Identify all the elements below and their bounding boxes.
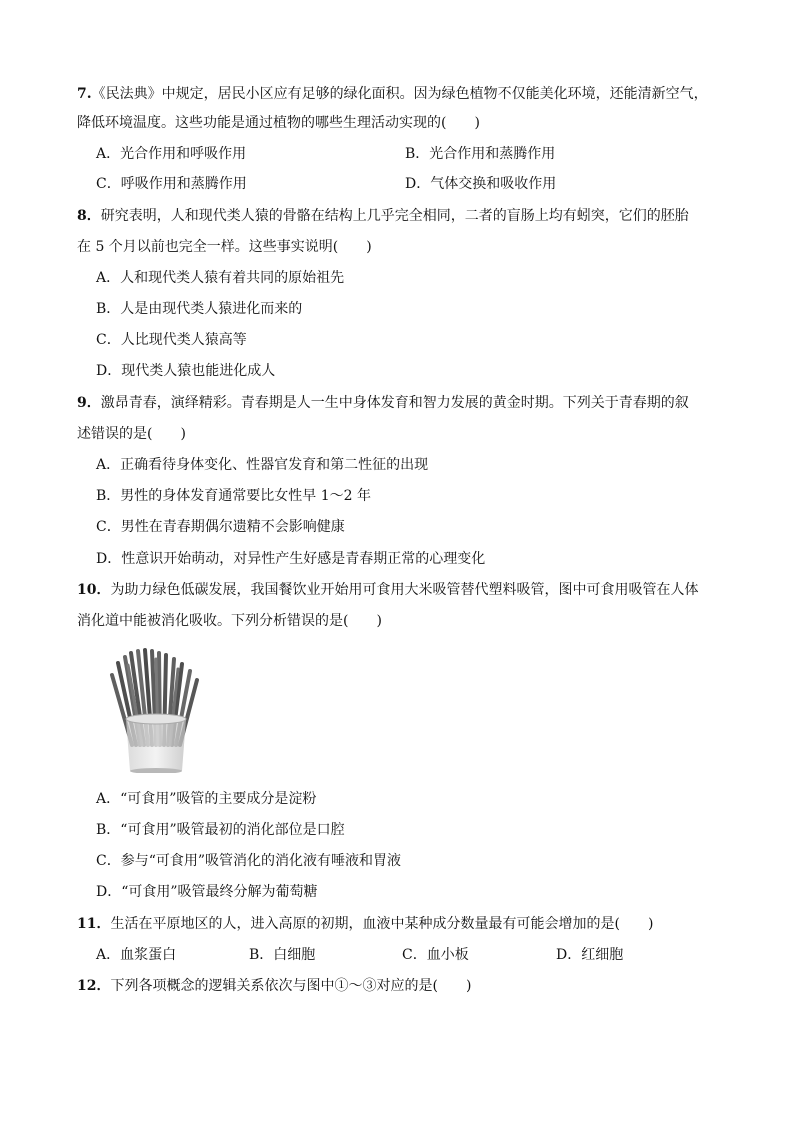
option-c: C．人比现代类人猿高等 [96,332,247,348]
option-c: C．参与“可食用”吸管消化的消化液有唾液和胃液 [96,853,402,869]
option-a: A．光合作用和呼吸作用 [96,146,247,162]
option-d: D．“可食用”吸管最终分解为葡萄糖 [96,884,318,900]
question-7-line-2: 降低环境温度。这些功能是通过植物的哪些生理活动实现的( ) [77,115,480,131]
option-a: A．血浆蛋白 [96,947,177,963]
question-12-line-1 [77,976,471,996]
question-7-line-1 [77,84,708,104]
question-number: 7. [77,86,92,102]
question-number: 10． [77,582,111,598]
question-number: 8． [77,208,101,224]
edible-straws-image [98,645,210,773]
option-d: D．现代类人猿也能进化成人 [96,363,276,379]
question-text: 为助力绿色低碳发展，我国餐饮业开始用可食用大米吸管替代塑料吸管，图中可食用吸管在人体 [110,582,699,598]
option-b: B．白细胞 [249,947,316,963]
question-text: 下列各项概念的逻辑关系依次与图中①～③对应的是( ) [110,978,472,994]
option-b: B．“可食用”吸管最初的消化部位是口腔 [96,822,345,838]
option-c: C．血小板 [402,947,469,963]
question-9-line-1 [77,393,689,413]
option-c: C．呼吸作用和蒸腾作用 [96,176,247,192]
option-d: D．性意识开始萌动，对异性产生好感是青春期正常的心理变化 [96,551,486,567]
option-b: B．男性的身体发育通常要比女性早 1～2 年 [96,488,372,504]
option-d: D．气体交换和吸收作用 [405,176,557,192]
question-10-line-1 [77,580,698,600]
question-8-line-1 [77,206,689,226]
question-8-line-2: 在 5 个月以前也完全一样。这些事实说明( ) [77,239,372,255]
question-11-line-1 [77,914,653,934]
question-text: 《民法典》中规定，居民小区应有足够的绿化面积。因为绿色植物不仅能美化环境，还能清新空气， [91,86,708,102]
option-b: B．光合作用和蒸腾作用 [405,146,556,162]
question-number: 12． [77,978,111,994]
question-text: 激昂青春，演绎精彩。青春期是人一生中身体发育和智力发展的黄金时期。下列关于青春期的叙 [100,395,689,411]
option-a: A．正确看待身体变化、性器官发育和第二性征的出现 [96,457,429,473]
option-b: B．人是由现代类人猿进化而来的 [96,301,303,317]
question-9-line-2: 述错误的是( ) [77,426,186,442]
option-a: A．人和现代类人猿有着共同的原始祖先 [96,270,345,286]
question-10-line-2: 消化道中能被消化吸收。下列分析错误的是( ) [77,613,382,629]
question-text: 生活在平原地区的人，进入高原的初期，血液中某种成分数量最有可能会增加的是( ) [110,916,654,932]
question-number: 9． [77,395,101,411]
option-a: A．“可食用”吸管的主要成分是淀粉 [96,791,317,807]
option-c: C．男性在青春期偶尔遗精不会影响健康 [96,519,345,535]
question-text: 研究表明，人和现代类人猿的骨骼在结构上几乎完全相同，二者的盲肠上均有蚓突，它们的胚胎 [100,208,689,224]
option-d: D．红细胞 [556,947,624,963]
question-number: 11． [77,916,111,932]
